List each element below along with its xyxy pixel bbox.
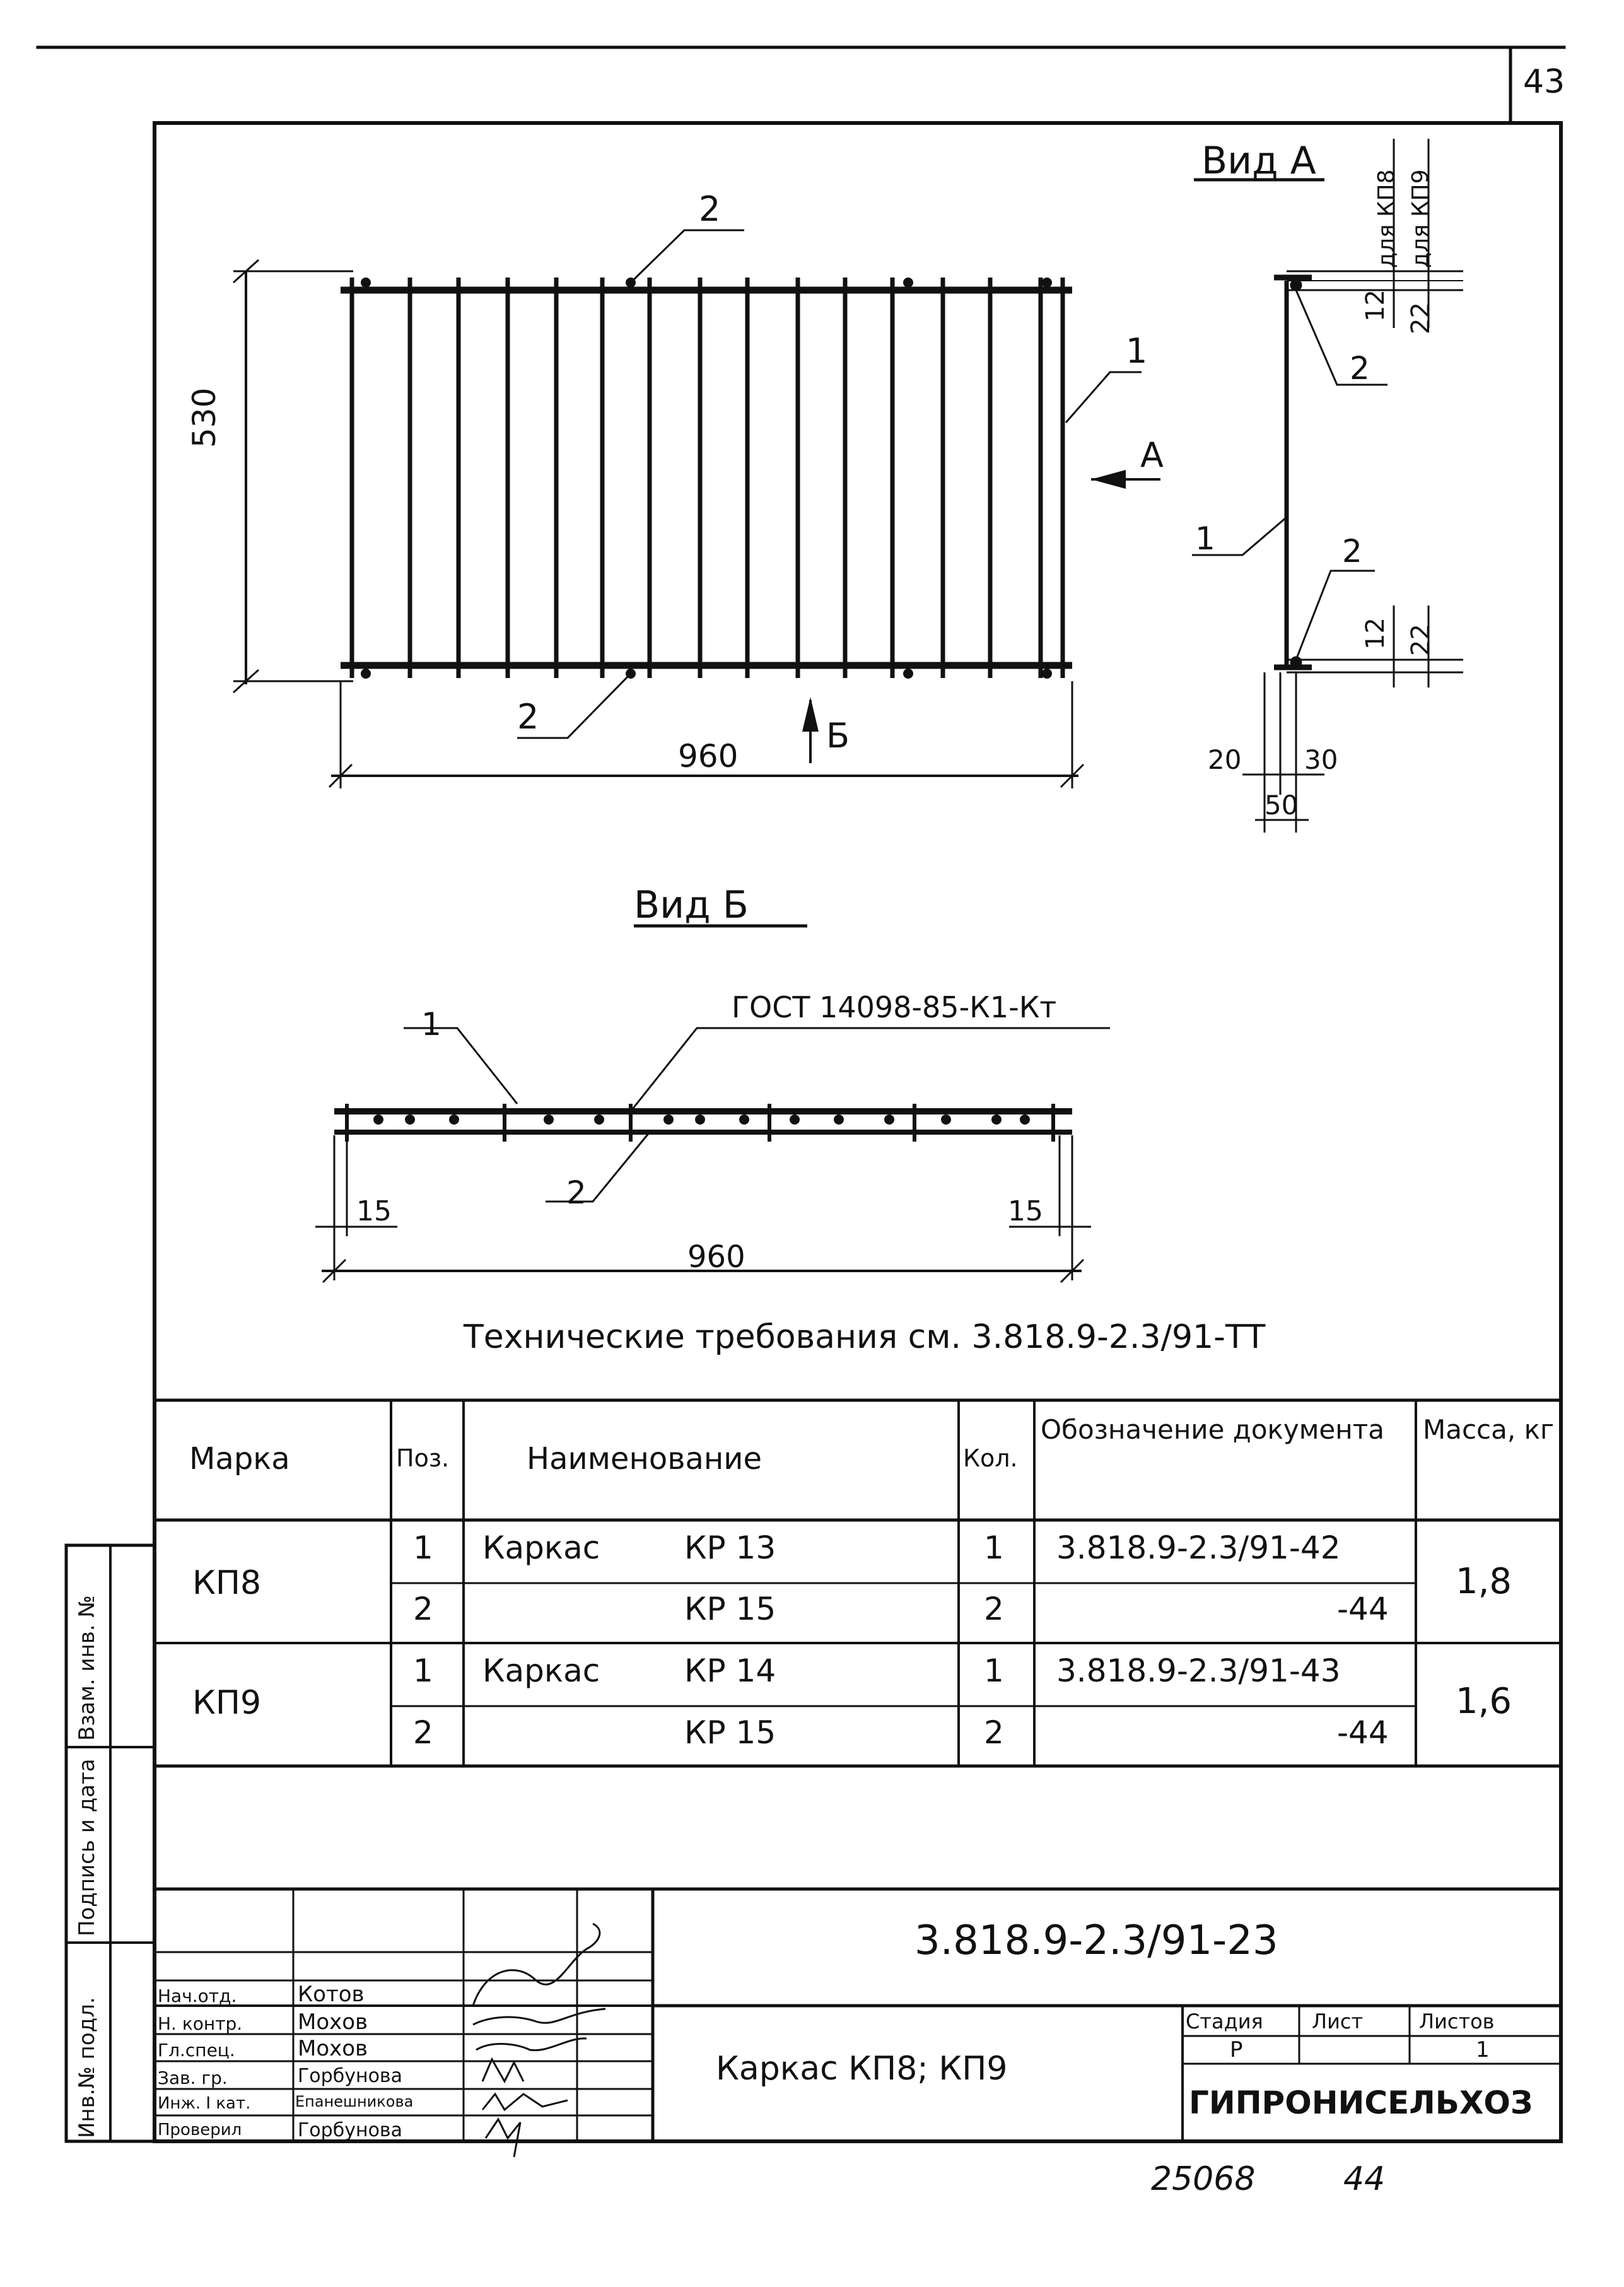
stage-value: Р — [1230, 2037, 1243, 2062]
table-row: 3.818.9-2.3/91-42 — [1056, 1530, 1341, 1566]
doc-code: 3.818.9-2.3/91-23 — [914, 1917, 1278, 1964]
row-kp9-mark: КП9 — [192, 1684, 262, 1722]
sheets-value: 1 — [1476, 2037, 1490, 2062]
main-pos-label-2-top: 2 — [699, 189, 721, 229]
th-doc: Обозначение документа — [1041, 1414, 1384, 1445]
view-b-dim-960: 960 — [687, 1239, 745, 1275]
stage-header: Стадия — [1186, 2009, 1263, 2033]
view-b-drawing — [315, 926, 1110, 1282]
margin-inv-repl: Взам. инв. № — [74, 1595, 100, 1741]
view-a-pos-2-top: 2 — [1350, 350, 1370, 387]
weld-dots — [361, 278, 1052, 679]
th-name: Наименование — [527, 1441, 762, 1477]
signatures — [473, 1924, 605, 2157]
margin-inv-orig: Инв.№ подл. — [74, 1997, 100, 2138]
view-a-title: Вид А — [1201, 139, 1316, 183]
th-pos: Поз. — [396, 1444, 450, 1472]
table-row: КР 15 — [684, 1714, 776, 1751]
view-a-dim-12-top: 12 — [1361, 290, 1390, 322]
view-b-dim-15-right: 15 — [1008, 1195, 1043, 1227]
table-row: КР 13 — [684, 1530, 776, 1566]
row-kp8-mass: 1,8 — [1456, 1561, 1512, 1602]
table-row: Каркас — [482, 1530, 600, 1566]
table-row: 1 — [413, 1652, 433, 1689]
sheet-header: Лист — [1312, 2009, 1364, 2033]
view-a-dim-12-bottom: 12 — [1361, 617, 1390, 650]
view-a-dim-50: 50 — [1265, 790, 1299, 821]
tech-requirements: Технические требования см. 3.818.9-2.3/91-ТТ — [464, 1318, 1266, 1356]
table-row: 1 — [413, 1530, 433, 1566]
view-a-dim-22-bottom: 22 — [1406, 624, 1435, 656]
arrow-b-label: Б — [826, 716, 850, 756]
table-row: -44 — [1337, 1591, 1389, 1627]
footer-archive-number: 25068 — [1151, 2160, 1256, 2198]
page-number: 43 — [1523, 63, 1565, 101]
view-b-pos-1: 1 — [421, 1006, 441, 1043]
view-b-weld-note: ГОСТ 14098-85-К1-Кт — [732, 990, 1057, 1024]
view-a-dim-30: 30 — [1304, 744, 1338, 775]
margin-sign-date: Подпись и дата — [74, 1758, 100, 1936]
view-a-pos-2-bottom: 2 — [1342, 533, 1362, 570]
view-a-dim-22-top: 22 — [1406, 302, 1435, 334]
transverse-bars — [352, 278, 1063, 678]
table-row: 2 — [413, 1591, 433, 1627]
th-mark: Марка — [189, 1441, 290, 1477]
table-row: 2 — [413, 1714, 433, 1751]
staff-role: Н. контр. — [158, 2013, 243, 2034]
view-b-title: Вид Б — [634, 883, 749, 927]
staff-name: Горбунова — [298, 2065, 402, 2087]
staff-role: Инж. I кат. — [158, 2094, 251, 2113]
row-kp8-mark: КП8 — [192, 1564, 262, 1602]
table-row: 3.818.9-2.3/91-43 — [1056, 1652, 1341, 1689]
view-a-dim-20: 20 — [1208, 744, 1242, 775]
spec-table-grid — [155, 1400, 1561, 1766]
table-row: КР 15 — [684, 1591, 776, 1627]
view-b-pos-2: 2 — [566, 1174, 587, 1211]
staff-role: Нач.отд. — [158, 1986, 237, 2006]
view-a-pos-1: 1 — [1195, 520, 1215, 557]
main-pos-label-1: 1 — [1126, 331, 1148, 371]
dim-height-530: 530 — [186, 387, 223, 448]
staff-name: Мохов — [298, 2009, 368, 2035]
dim-width-960: 960 — [678, 738, 739, 775]
footer-sheet-number: 44 — [1343, 2160, 1386, 2198]
view-a-label-kp8: для КП8 — [1374, 169, 1399, 268]
staff-role: Гл.спец. — [158, 2040, 235, 2061]
th-qty: Кол. — [963, 1444, 1018, 1472]
staff-name: Котов — [298, 1982, 365, 2007]
row-kp9-mass: 1,6 — [1456, 1681, 1512, 1722]
table-row: КР 14 — [684, 1652, 776, 1689]
table-row: 1 — [984, 1652, 1004, 1689]
staff-name: Мохов — [298, 2036, 368, 2061]
staff-role: Проверил — [158, 2120, 242, 2139]
staff-name: Горбунова — [298, 2119, 402, 2141]
main-view-drawing — [233, 230, 1160, 788]
arrow-a-label: А — [1140, 435, 1164, 475]
th-mass: Масса, кг — [1422, 1414, 1555, 1445]
table-row: -44 — [1337, 1714, 1389, 1751]
view-b-dim-15-left: 15 — [356, 1195, 392, 1227]
table-row: 2 — [984, 1714, 1004, 1751]
main-pos-label-2-bottom: 2 — [517, 697, 539, 737]
staff-name: Епанешникова — [295, 2093, 414, 2110]
staff-role: Зав. гр. — [158, 2068, 228, 2088]
doc-title: Каркас КП8; КП9 — [716, 2050, 1008, 2088]
table-row: 1 — [984, 1530, 1004, 1566]
view-a-label-kp9: для КП9 — [1408, 169, 1434, 268]
organization: ГИПРОНИСЕЛЬХОЗ — [1189, 2085, 1533, 2121]
table-row: Каркас — [482, 1652, 600, 1689]
table-row: 2 — [984, 1591, 1004, 1627]
sheets-header: Листов — [1419, 2009, 1495, 2033]
